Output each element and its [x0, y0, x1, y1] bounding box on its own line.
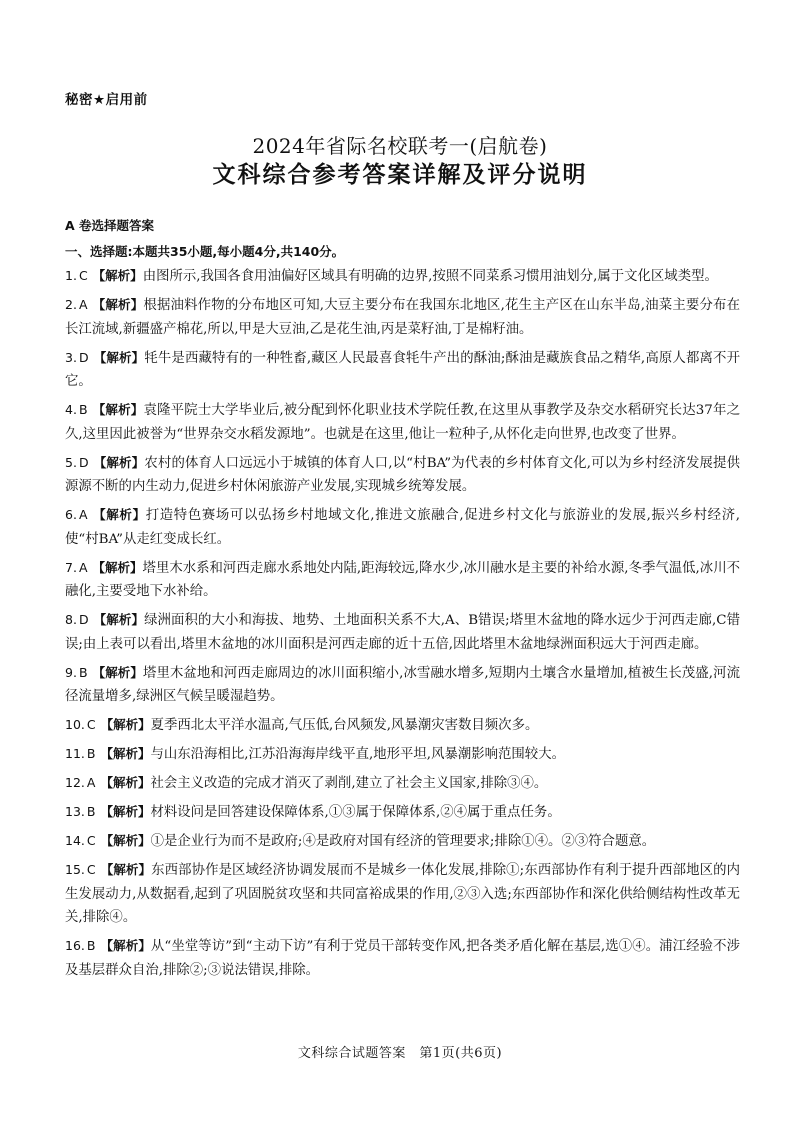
- analysis-text: 塔里木盆地和河西走廊周边的冰川面积缩小,冰雪融水增多,短期内土壤含水量增加,植被生长茂盛,河流径流量增多,绿洲区气候呈暖湿趋势。: [65, 665, 740, 704]
- answer-item: [65, 742, 740, 767]
- answer-item: [65, 608, 740, 656]
- page-footer: 文科综合试题答案 第1页(共6页): [297, 1046, 503, 1061]
- analysis-text: 袁隆平院士大学毕业后,被分配到怀化职业技术学院任教,在这里从事教学及杂交水稻研究长达37年之久,这里因此被誉为“世界杂交水稻发源地”。也就是在这里,他让一粒种子,从怀化走向世界,也改变了世界。: [65, 403, 740, 442]
- analysis-tag: 【解析】: [93, 454, 145, 470]
- exam-title: 2024年省际名校联考一(启航卷): [252, 134, 548, 158]
- question-number: 6.: [65, 507, 77, 522]
- question-number: 2.: [65, 297, 77, 312]
- section-title: A 卷选择题答案: [65, 218, 155, 233]
- answer-choice: C: [86, 833, 96, 848]
- analysis-tag: 【解析】: [100, 746, 151, 761]
- answer-choice: D: [78, 454, 89, 470]
- answer-item: [65, 713, 740, 738]
- analysis-text: 塔里木水系和河西走廊水系地处内陆,距海较远,降水少,冰川融水是主要的补给水源,冬季气温低,冰川不融化,主要受地下水补给。: [65, 560, 740, 599]
- question-number: 5.: [65, 454, 77, 470]
- answer-choice: A: [86, 775, 96, 790]
- confidential-label: 秘密★启用前: [65, 92, 148, 108]
- answer-choice: D: [78, 349, 89, 365]
- analysis-tag: 【解析】: [100, 804, 151, 819]
- section-subtitle: 一、选择题:本题共35小题,每小题4分,共140分。: [65, 244, 345, 259]
- answer-choice: B: [78, 664, 88, 680]
- answer-item: [65, 829, 740, 854]
- analysis-text: 从“坐堂等访”到“主动下访”有利于党员干部转变作风,把各类矛盾化解在基层,选①④。浦江经验不涉及基层群众自治,排除②;③说法错误,排除。: [65, 939, 740, 978]
- answer-item: [65, 398, 740, 446]
- question-number: 9.: [65, 664, 77, 680]
- analysis-tag: 【解析】: [92, 559, 143, 575]
- question-number: 10.: [65, 717, 85, 732]
- analysis-text: 牦牛是西藏特有的一种牲畜,藏区人民最喜食牦牛产出的酥油;酥油是藏族食品之精华,高原人都离不开它。: [65, 350, 740, 389]
- answer-choice: B: [86, 938, 96, 953]
- analysis-tag: 【解析】: [92, 297, 144, 312]
- question-number: 3.: [65, 349, 77, 365]
- question-number: 1.: [65, 268, 77, 283]
- answer-list: [65, 264, 740, 987]
- answer-item: [65, 264, 740, 289]
- answer-item: [65, 451, 740, 499]
- analysis-tag: 【解析】: [92, 664, 143, 680]
- analysis-tag: 【解析】: [100, 862, 152, 877]
- answer-item: [65, 771, 740, 796]
- analysis-text: 社会主义改造的完成才消灭了剥削,建立了社会主义国家,排除③④。: [150, 776, 548, 791]
- analysis-tag: 【解析】: [100, 717, 151, 732]
- analysis-tag: 【解析】: [92, 402, 144, 417]
- answer-item: [65, 556, 740, 604]
- analysis-text: 由图所示,我国各食用油偏好区域具有明确的边界,按照不同菜系习惯用油划分,属于文化区域类型。: [142, 269, 718, 284]
- question-number: 15.: [65, 862, 85, 877]
- answer-choice: B: [86, 804, 96, 819]
- analysis-tag: 【解析】: [93, 612, 145, 627]
- answer-choice: C: [86, 717, 96, 732]
- answer-item: [65, 346, 740, 394]
- analysis-text: 打造特色赛场可以弘扬乡村地域文化,推进文旅融合,促进乡村文化与旅游业的发展,振兴乡村经济,使“村BA”从走红变成长红。: [65, 508, 740, 547]
- analysis-text: 绿洲面积的大小和海拔、地势、土地面积关系不大,A、B错误;塔里木盆地的降水远少于河西走廊,C错误;由上表可以看出,塔里木盆地的冰川面积是河西走廊的近十五倍,因此塔里木盆地绿洲面积远大于河西走廊。: [65, 613, 740, 652]
- question-number: 7.: [65, 559, 77, 575]
- analysis-text: 与山东沿海相比,江苏沿海海岸线平直,地形平坦,风暴潮影响范围较大。: [150, 747, 565, 762]
- question-number: 13.: [65, 804, 85, 819]
- answer-item: [65, 503, 740, 551]
- answer-choice: B: [78, 402, 88, 417]
- analysis-text: 夏季西北太平洋水温高,气压低,台风频发,风暴潮灾害数目频次多。: [150, 718, 539, 733]
- analysis-tag: 【解析】: [100, 833, 151, 848]
- analysis-tag: 【解析】: [100, 938, 151, 953]
- answer-choice: A: [78, 297, 88, 312]
- document-title: 文科综合参考答案详解及评分说明: [212, 162, 588, 188]
- analysis-tag: 【解析】: [92, 268, 143, 283]
- question-number: 12.: [65, 775, 85, 790]
- analysis-tag: 【解析】: [100, 775, 151, 790]
- answer-choice: C: [86, 862, 96, 877]
- question-number: 14.: [65, 833, 85, 848]
- answer-item: [65, 800, 740, 825]
- analysis-tag: 【解析】: [93, 349, 145, 365]
- question-number: 16.: [65, 938, 85, 953]
- analysis-tag: 【解析】: [92, 507, 146, 522]
- question-number: 8.: [65, 612, 77, 627]
- answer-choice: B: [86, 746, 96, 761]
- answer-choice: A: [78, 559, 88, 575]
- answer-item: [65, 661, 740, 709]
- answer-choice: C: [78, 268, 88, 283]
- answer-item: [65, 293, 740, 341]
- analysis-text: 农村的体育人口远远小于城镇的体育人口,以“村BA”为代表的乡村体育文化,可以为乡村经济发展提供源源不断的内生动力,促进乡村休闲旅游产业发展,实现城乡统筹发展。: [65, 455, 740, 494]
- answer-choice: A: [78, 507, 88, 522]
- analysis-text: 根据油料作物的分布地区可知,大豆主要分布在我国东北地区,花生主产区在山东半岛,油菜主要分布在长江流域,新疆盛产棉花,所以,甲是大豆油,乙是花生油,丙是菜籽油,丁是棉籽油。: [65, 298, 740, 337]
- question-number: 11.: [65, 746, 85, 761]
- analysis-text: ①是企业行为而不是政府;④是政府对国有经济的管理要求;排除①④。②③符合题意。: [150, 834, 656, 849]
- answer-item: [65, 934, 740, 982]
- question-number: 4.: [65, 402, 77, 417]
- analysis-text: 材料设问是回答建设保障体系,①③属于保障体系,②④属于重点任务。: [150, 805, 561, 820]
- answer-item: [65, 858, 740, 930]
- analysis-text: 东西部协作是区域经济协调发展而不是城乡一体化发展,排除①;东西部协作有利于提升西部地区的内生发展动力,从数据看,起到了巩固脱贫攻坚和共同富裕成果的作用,②③入选;东西部协作和深化供给侧结构性改革无关,排除④。: [65, 863, 740, 925]
- answer-choice: D: [78, 612, 89, 627]
